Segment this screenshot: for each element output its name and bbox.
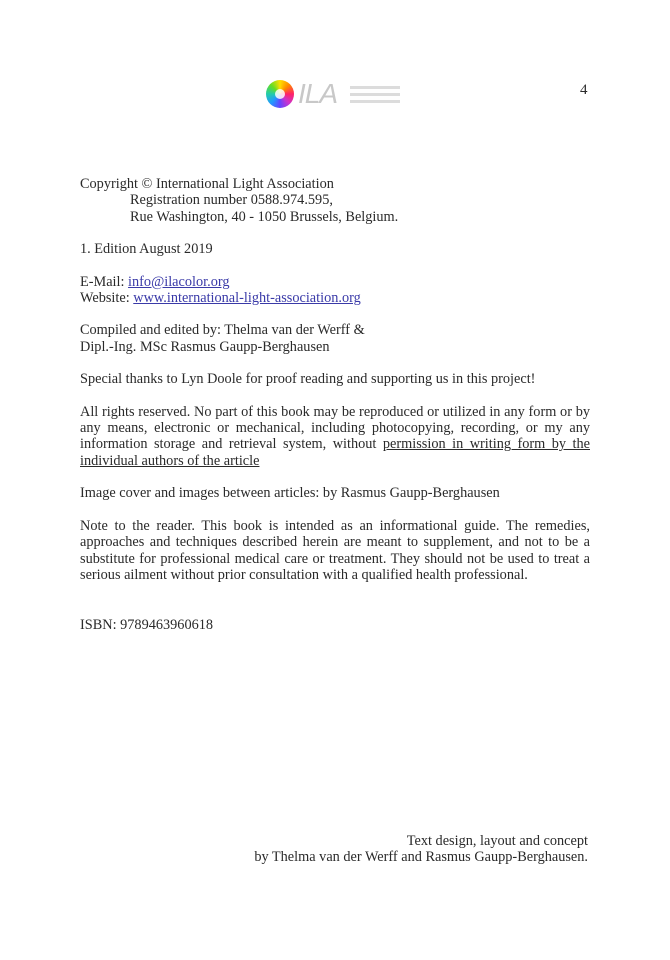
copyright-line: Copyright © International Light Association (80, 176, 334, 192)
isbn: ISBN: 9789463960618 (80, 617, 214, 634)
credits-line: Text design, layout and concept (406, 833, 588, 849)
address-line: Rue Washington, 40 - 1050 Brussels, Belgium. (130, 208, 399, 225)
email-label: E-Mail: (80, 273, 129, 290)
compiled-line-2: Dipl.-Ing. MSc Rasmus Gaupp-Berghausen (80, 338, 330, 355)
document-body (80, 176, 590, 650)
color-wheel-icon (266, 80, 294, 108)
website-label: Website: (80, 290, 134, 307)
thanks-paragraph: Special thanks to Lyn Doole for proof reading and supporting us in this project! (80, 371, 536, 388)
ila-logo (266, 76, 406, 112)
email-link[interactable]: info@ilacolor.org (128, 273, 230, 290)
design-credits (254, 833, 588, 866)
image-credit: Image cover and images between articles: by Rasmus Gaupp-Berghausen (80, 485, 500, 502)
logo-tagline (350, 86, 400, 107)
website-link[interactable]: www.international-light-association.org (133, 290, 361, 307)
email-row (80, 274, 590, 290)
rights-paragraph (80, 404, 590, 470)
website-row (80, 290, 590, 306)
rights-underlined: permission in writing form by the individual authors of the article (80, 436, 590, 469)
logo-text: ILA (298, 78, 338, 109)
contact-block (80, 274, 590, 307)
compiled-block (80, 322, 590, 355)
credits-line-2: by Thelma van der Werff and Rasmus Gaupp-Berghausen. (254, 849, 588, 866)
page-number: 4 (580, 82, 588, 98)
rights-text: All rights reserved. No part of this book may be reproduced or utilized in any form or by any means, electronic or mechanical, including photocopying, recording, or my any information storage and retrieval system, without (80, 403, 590, 453)
edition: 1. Edition August 2019 (80, 241, 213, 258)
note-paragraph: Note to the reader. This book is intended as an informational guide. The remedies, approaches and techniques described herein are meant to supplement, and not to be a substitute for professional medical care or treatment. They should not be used to treat a serious ailment without prior consultation with a qualified health professional. (80, 517, 590, 583)
compiled-line: Compiled and edited by: Thelma van der Werff & (80, 322, 365, 339)
registration-line: Registration number 0588.974.595, (130, 192, 333, 209)
copyright-block (80, 176, 590, 225)
